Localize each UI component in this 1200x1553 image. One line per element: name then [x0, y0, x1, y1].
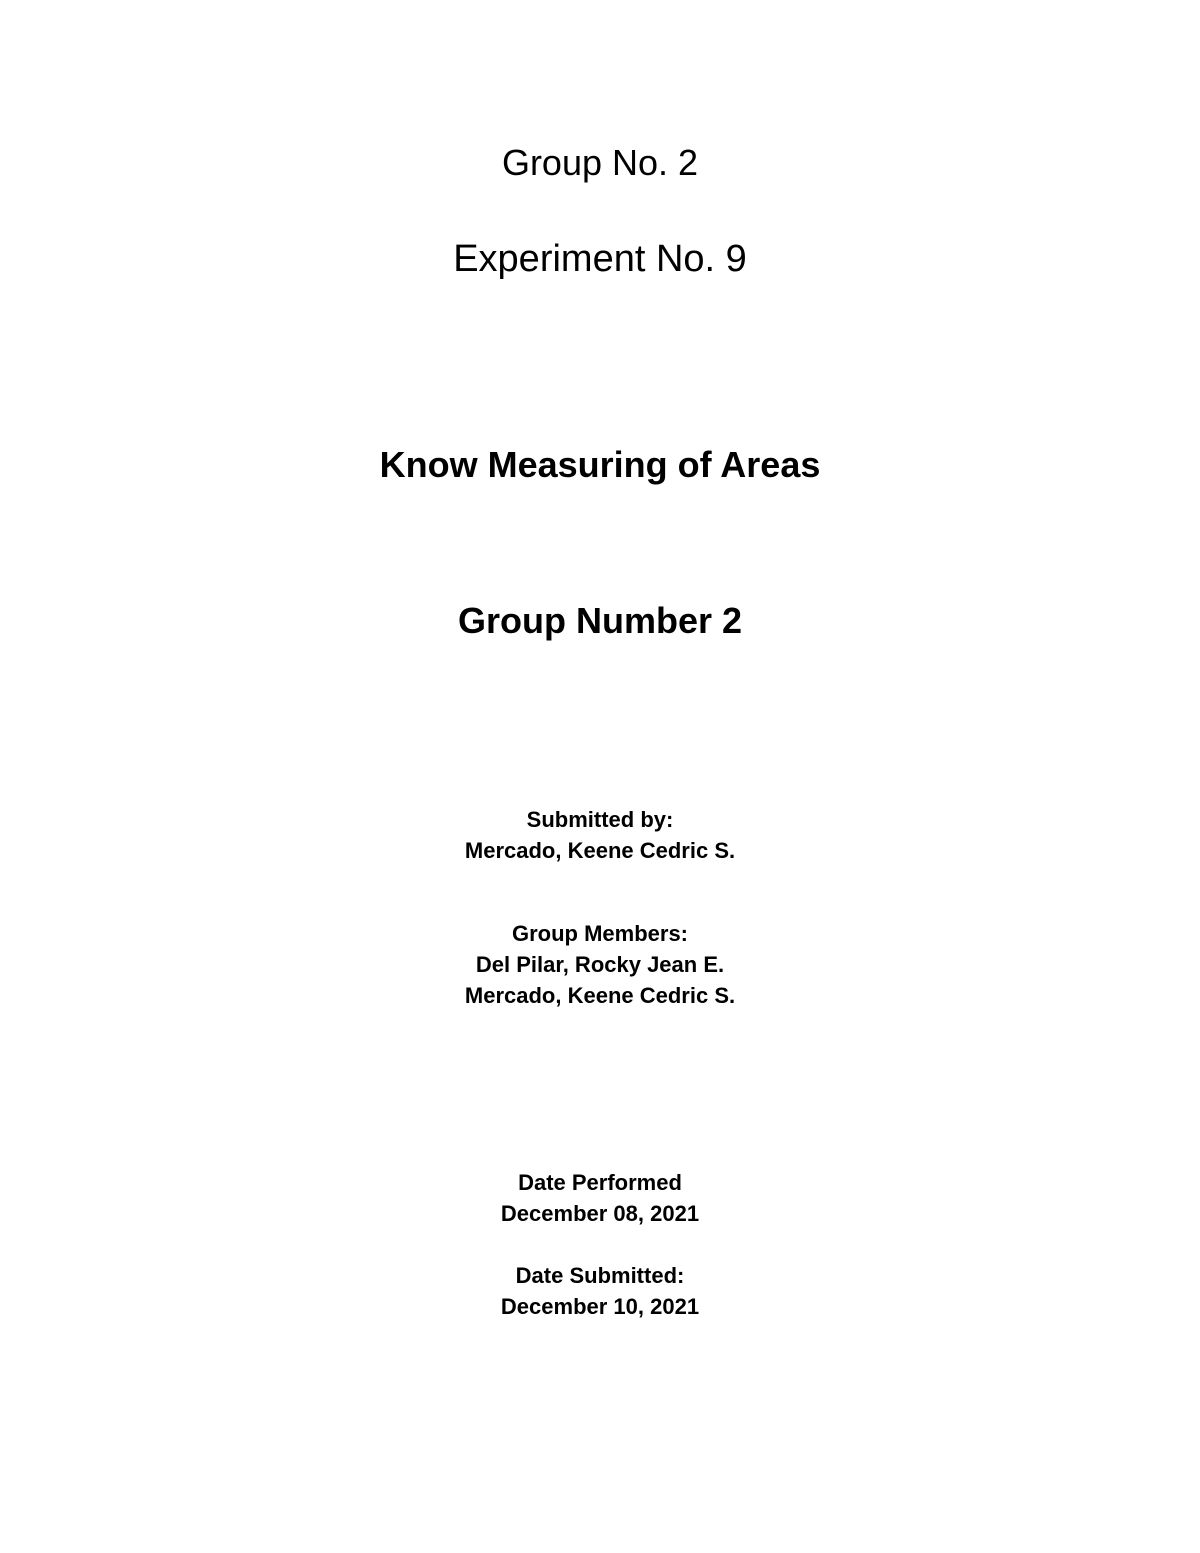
date-submitted-label: Date Submitted:: [515, 1263, 685, 1288]
date-submitted-value: December 10, 2021: [500, 1294, 700, 1319]
date-performed-value: December 08, 2021: [500, 1201, 700, 1226]
submitted-by-name: Mercado, Keene Cedric S.: [464, 838, 736, 863]
submitted-by-label: Submitted by:: [526, 807, 674, 832]
document-title: Know Measuring of Areas: [379, 444, 821, 485]
group-member-name: Mercado, Keene Cedric S.: [464, 983, 736, 1008]
date-performed-label: Date Performed: [518, 1170, 682, 1195]
group-no-heading: Group No. 2: [501, 142, 699, 183]
group-number-heading: Group Number 2: [457, 600, 743, 641]
experiment-no-heading: Experiment No. 9: [453, 238, 747, 280]
group-members-label: Group Members:: [511, 921, 689, 946]
group-member-name: Del Pilar, Rocky Jean E.: [475, 952, 725, 977]
